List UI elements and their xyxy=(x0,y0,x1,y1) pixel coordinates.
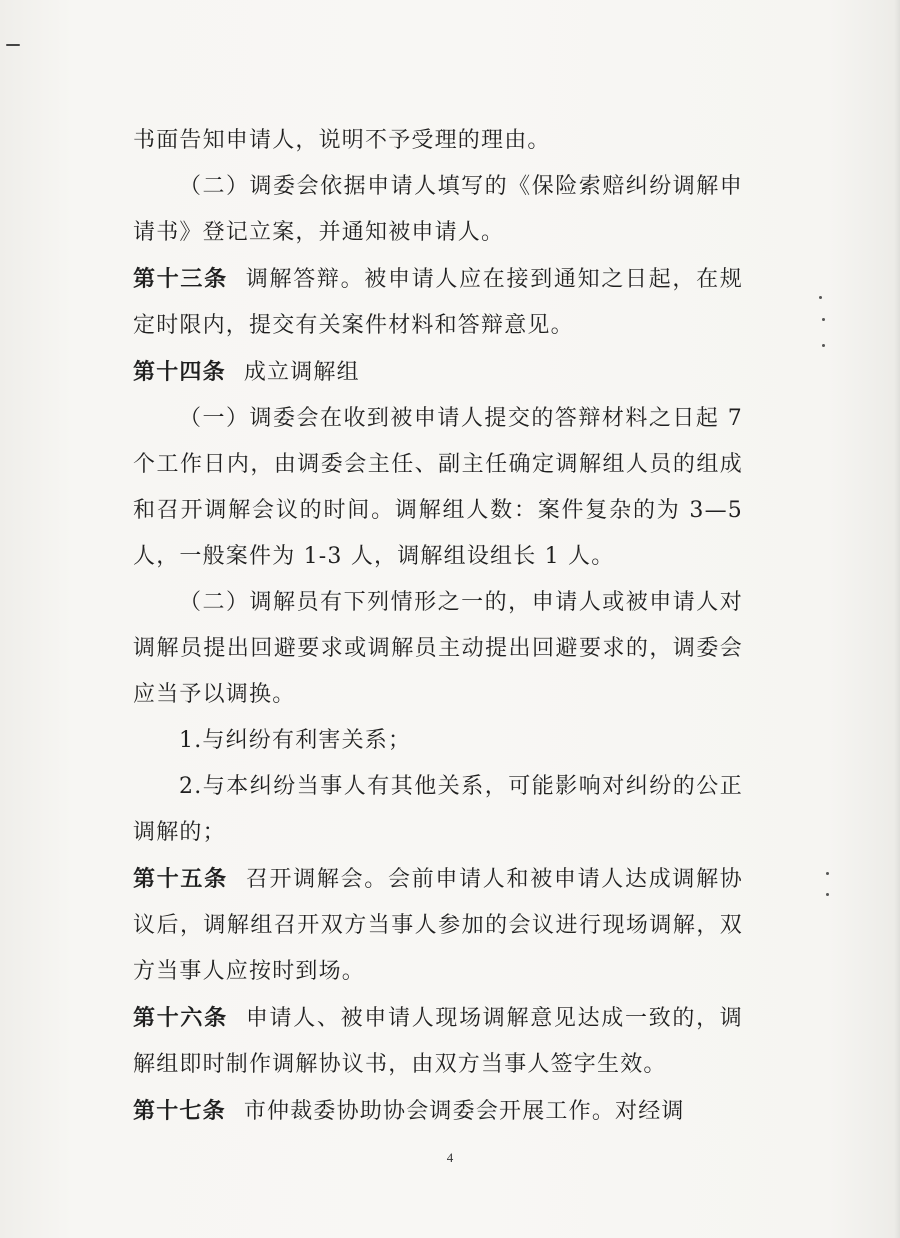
paragraph xyxy=(133,396,743,580)
paragraph xyxy=(133,764,743,856)
paragraph xyxy=(133,164,743,256)
paragraph-text: （二）调解员有下列情形之一的，申请人或被申请人对调解员提出回避要求或调解员主动提出回避要求的，调委会应当予以调换。 xyxy=(133,590,743,707)
paragraph xyxy=(133,349,743,396)
paragraph-text: 申请人、被申请人现场调解意见达成一致的，调解组即时制作调解协议书，由双方当事人签字生效。 xyxy=(133,1006,744,1077)
page-number: 4 xyxy=(446,1150,454,1165)
article-heading: 第十四条 xyxy=(133,359,226,385)
article-heading: 第十五条 xyxy=(133,866,228,892)
paragraph xyxy=(133,580,743,718)
scan-mark xyxy=(819,296,822,299)
paragraph-text: 2.与本纠纷当事人有其他关系，可能影响对纠纷的公正调解的； xyxy=(133,774,743,845)
paragraph-text: 召开调解会。会前申请人和被申请人达成调解协议后，调解组召开双方当事人参加的会议进行现场调解，双方当事人应按时到场。 xyxy=(133,867,744,984)
paragraph xyxy=(133,718,743,764)
paragraph-text: 市仲裁委协助协会调委会开展工作。对经调 xyxy=(243,1099,685,1124)
paragraph-text: 调解答辩。被申请人应在接到通知之日起，在规定时限内，提交有关案件材料和答辩意见。 xyxy=(133,267,744,338)
paragraph-text: 书面告知申请人，说明不予受理的理由。 xyxy=(133,128,551,153)
scan-mark xyxy=(822,344,825,347)
paragraph-text: 成立调解组 xyxy=(243,360,360,385)
scan-mark xyxy=(822,318,825,321)
paragraph xyxy=(133,856,743,995)
paragraph xyxy=(133,1088,743,1135)
scan-mark xyxy=(6,44,20,46)
article-heading: 第十六条 xyxy=(133,1005,228,1031)
paragraph-text: （二）调委会依据申请人填写的《保险索赔纠纷调解申请书》登记立案，并通知被申请人。 xyxy=(133,174,743,245)
body-text xyxy=(133,118,743,1135)
paragraph xyxy=(133,118,743,164)
paragraph-text: 1.与纠纷有利害关系； xyxy=(179,728,412,753)
paragraph xyxy=(133,256,743,349)
paragraph-text: （一）调委会在收到被申请人提交的答辩材料之日起 7 个工作日内，由调委会主任、副主任确定调解组人员的组成和召开调解会议的时间。调解组人数：案件复杂的为 3—5 人，一般案件为 1-3 人，调解组设组长 1 人。 xyxy=(133,406,743,569)
article-heading: 第十七条 xyxy=(133,1098,226,1124)
paragraph xyxy=(133,995,743,1088)
scan-mark xyxy=(826,893,829,896)
scan-mark xyxy=(826,872,829,875)
article-heading: 第十三条 xyxy=(133,266,228,292)
page-edge-shadow xyxy=(894,0,900,1238)
